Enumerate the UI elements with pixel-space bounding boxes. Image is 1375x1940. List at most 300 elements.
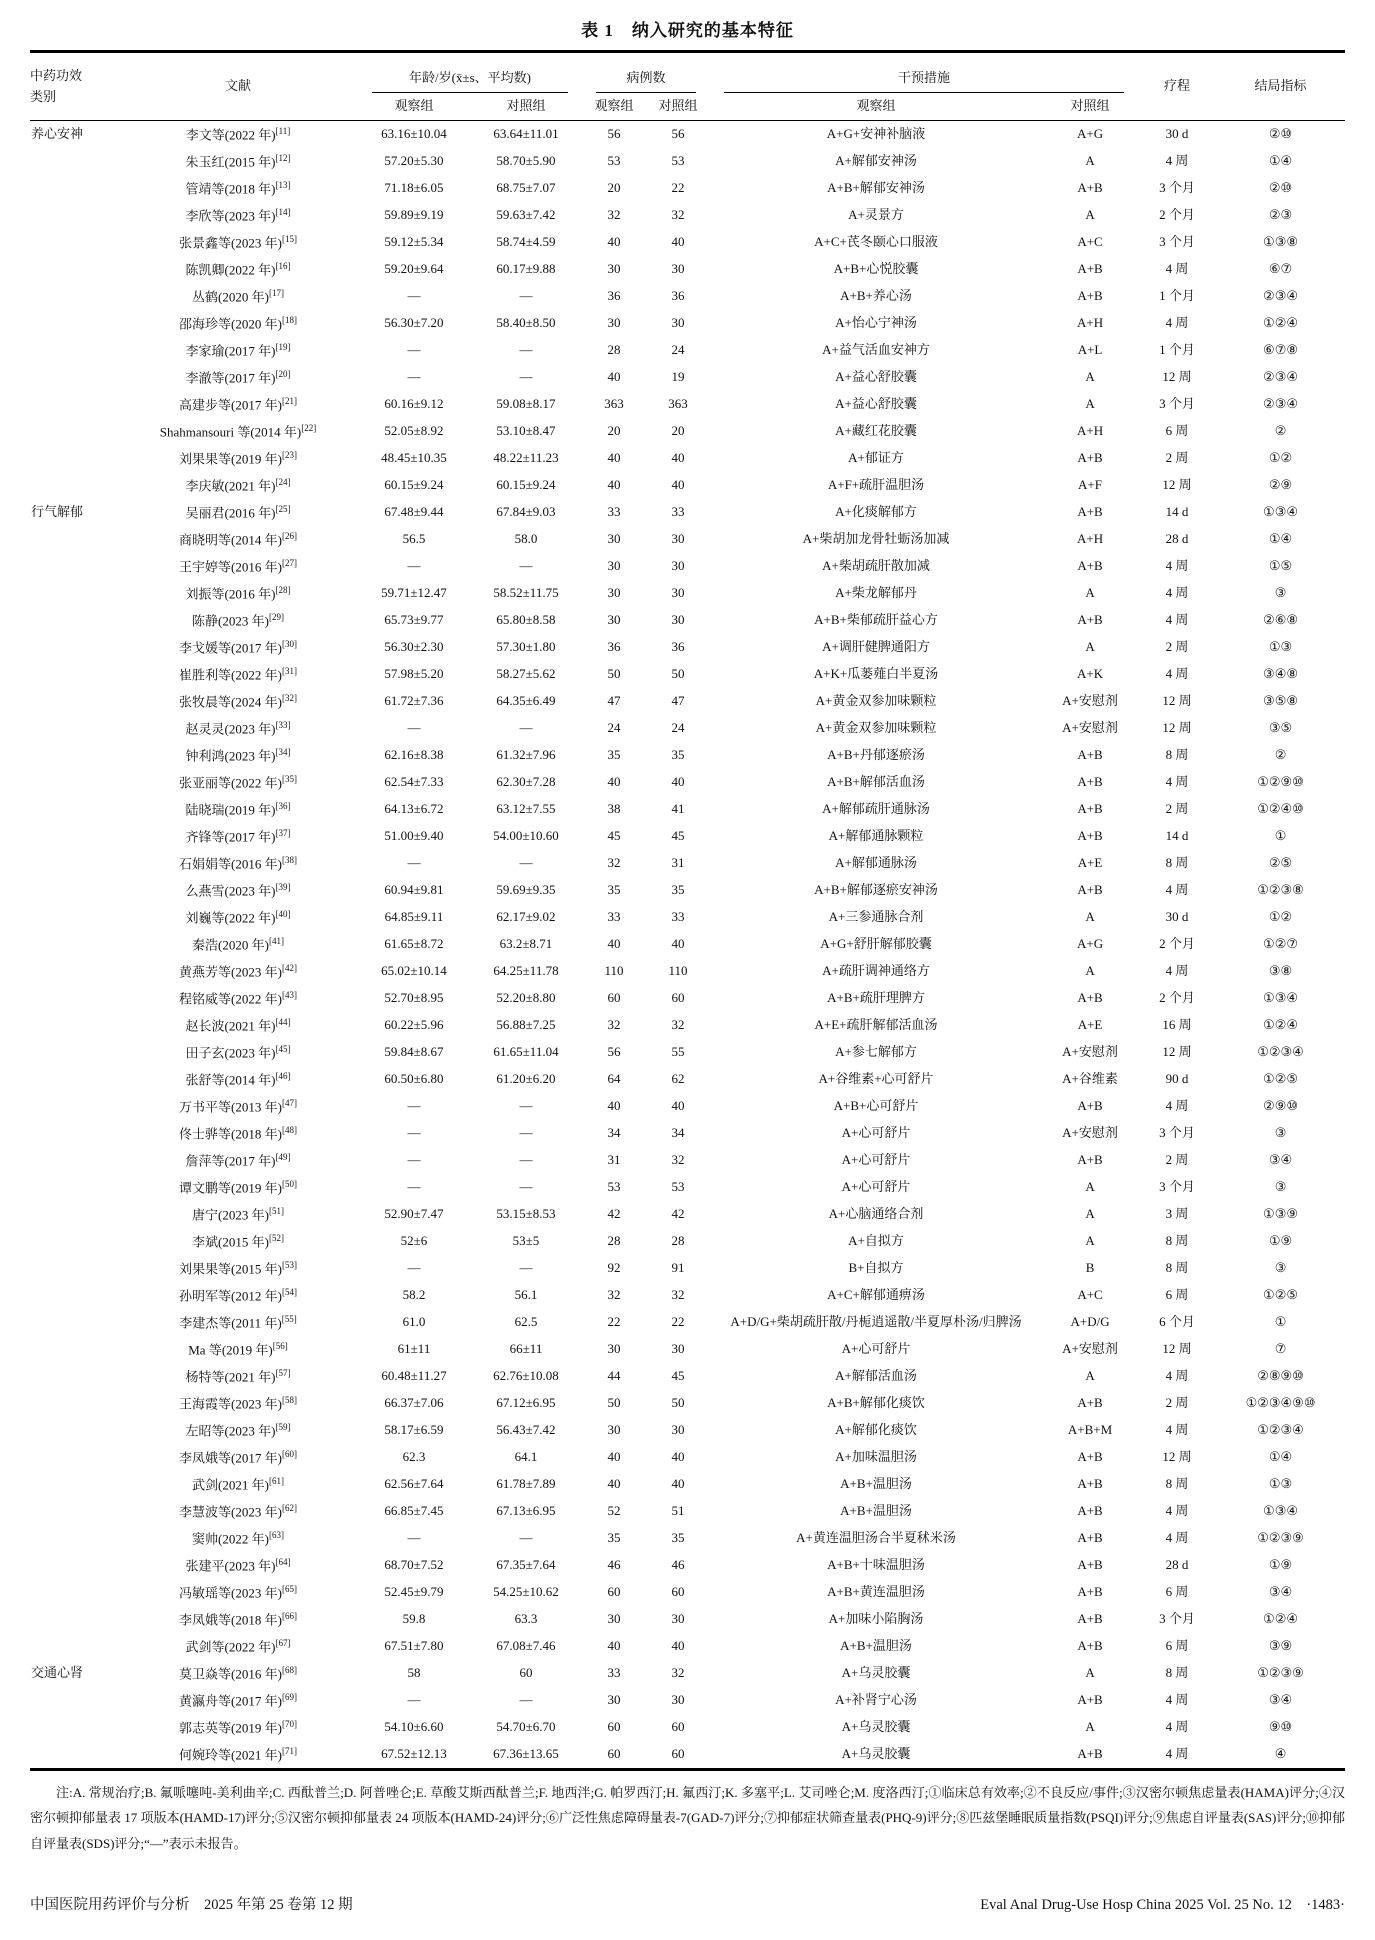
table-row <box>30 1741 1345 1770</box>
cell-course: 4 周 <box>1165 1719 1189 1735</box>
reference-superscript: [69] <box>281 1691 297 1702</box>
cell-outcome: ⑨⑩ <box>1268 1719 1293 1735</box>
cell-age-obs: 57.98±5.20 <box>384 666 444 682</box>
cell-cases-ctrl: 60 <box>671 1746 685 1762</box>
cell-intervention-obs: A+B+疏肝理脾方 <box>827 990 925 1006</box>
cell-intervention-obs: A+B+温胆汤 <box>840 1638 912 1654</box>
cell-intervention-obs: A+化痰解郁方 <box>835 504 917 520</box>
cell-cases-obs: 56 <box>607 1044 621 1060</box>
cell-course: 30 d <box>1165 909 1189 925</box>
cell-literature: 李凤娥等(2018 年)[66] <box>179 1610 297 1628</box>
cell-age-ctrl: 52.20±8.80 <box>496 990 556 1006</box>
cell-age-ctrl: 58.70±5.90 <box>496 153 556 169</box>
cell-age-obs: 54.10±6.60 <box>384 1719 444 1735</box>
cell-age-ctrl: 59.08±8.17 <box>496 396 556 412</box>
cell-literature: 高建步等(2017 年)[21] <box>179 395 297 413</box>
cell-literature: 杨特等(2021 年)[57] <box>185 1367 291 1385</box>
cell-category <box>30 1417 118 1444</box>
table-row <box>30 526 1345 553</box>
cell-age-ctrl: 58.74±4.59 <box>496 234 556 250</box>
cell-literature: 张舒等(2014 年)[46] <box>185 1070 291 1088</box>
cell-cases-ctrl: 24 <box>671 720 685 736</box>
cell-outcome: ①② <box>1268 450 1293 466</box>
cell-age-obs: 67.48±9.44 <box>384 504 444 520</box>
cell-cases-ctrl: 40 <box>671 1449 685 1465</box>
table-row <box>30 796 1345 823</box>
footer-journal-en: Eval Anal Drug-Use Hosp China 2025 Vol. 25 No. 12 ·1483· <box>980 1897 1345 1913</box>
cell-outcome: ①②⑤ <box>1263 1287 1299 1303</box>
cell-age-ctrl: — <box>519 1179 533 1195</box>
cell-cases-obs: 33 <box>607 1665 621 1681</box>
cell-intervention-obs: A+黄金双参加味颗粒 <box>815 693 937 709</box>
cell-cases-obs: 64 <box>607 1071 621 1087</box>
cell-category <box>30 1255 118 1282</box>
cell-age-ctrl: 53.15±8.53 <box>496 1206 556 1222</box>
cell-cases-obs: 52 <box>607 1503 621 1519</box>
cell-category <box>30 1390 118 1417</box>
cell-category <box>30 1498 118 1525</box>
cell-age-obs: 71.18±6.05 <box>384 180 444 196</box>
header-category-line2: 类别 <box>30 88 57 104</box>
cell-literature: 张建平(2023 年)[64] <box>185 1556 291 1574</box>
cell-outcome: ①⑨ <box>1268 1557 1293 1573</box>
cell-age-ctrl: — <box>519 558 533 574</box>
cell-age-obs: 58 <box>407 1665 421 1681</box>
header-course: 疗程 <box>1138 52 1216 121</box>
cell-category <box>30 1201 118 1228</box>
cell-intervention-obs: A+B+十味温胆汤 <box>827 1557 925 1573</box>
cell-cases-obs: 45 <box>607 828 621 844</box>
cell-cases-obs: 32 <box>607 1287 621 1303</box>
cell-course: 2 周 <box>1165 1395 1189 1411</box>
cell-age-ctrl: 48.22±11.23 <box>493 450 559 466</box>
cell-category <box>30 256 118 283</box>
cell-category <box>30 877 118 904</box>
cell-intervention-obs: A+C+芪冬颐心口服液 <box>814 234 938 250</box>
reference-superscript: [68] <box>281 1664 297 1675</box>
page-footer <box>30 1893 1345 1914</box>
cell-intervention-ctrl: A <box>1085 153 1095 169</box>
cell-cases-obs: 50 <box>607 1395 621 1411</box>
cell-category <box>30 661 118 688</box>
cell-age-obs: 67.51±7.80 <box>384 1638 444 1654</box>
cell-literature: 田子玄(2023 年)[45] <box>185 1043 291 1061</box>
cell-outcome: ② <box>1274 747 1287 763</box>
cell-category <box>30 1471 118 1498</box>
cell-cases-ctrl: 36 <box>671 288 685 304</box>
cell-intervention-obs: A+B+心可舒片 <box>833 1098 919 1114</box>
cell-category <box>30 1174 118 1201</box>
cell-cases-ctrl: 45 <box>671 828 685 844</box>
cell-intervention-ctrl: A <box>1085 963 1095 979</box>
reference-superscript: [46] <box>275 1070 291 1081</box>
cell-intervention-ctrl: A+B <box>1077 288 1103 304</box>
cell-age-ctrl: 60.17±9.88 <box>496 261 556 277</box>
cell-cases-ctrl: 22 <box>671 1314 685 1330</box>
cell-outcome: ②⑨ <box>1268 477 1293 493</box>
table-row <box>30 1066 1345 1093</box>
cell-age-ctrl: — <box>519 342 533 358</box>
cell-age-ctrl: 59.69±9.35 <box>496 882 556 898</box>
cell-age-obs: 58.2 <box>402 1287 426 1303</box>
cell-outcome: ⑦ <box>1274 1341 1287 1357</box>
reference-superscript: [38] <box>281 854 297 865</box>
cell-age-ctrl: 68.75±7.07 <box>496 180 556 196</box>
cell-outcome: ①②③⑨ <box>1257 1665 1304 1681</box>
cell-cases-obs: 32 <box>607 1017 621 1033</box>
cell-cases-obs: 36 <box>607 639 621 655</box>
cell-outcome: ③⑤ <box>1268 720 1293 736</box>
reference-superscript: [24] <box>275 476 291 487</box>
cell-intervention-obs: A+调肝健脾通阳方 <box>822 639 930 655</box>
cell-outcome: ③⑧ <box>1268 963 1293 979</box>
reference-superscript: [51] <box>268 1205 284 1216</box>
table-row <box>30 607 1345 634</box>
cell-age-ctrl: 56.1 <box>514 1287 538 1303</box>
table-header <box>30 52 1345 121</box>
header-category-line1: 中药功效 <box>30 68 83 84</box>
cell-literature: 李戈媛等(2017 年)[30] <box>179 638 297 656</box>
cell-literature: 刘果果等(2019 年)[23] <box>179 449 297 467</box>
cell-cases-ctrl: 40 <box>671 936 685 952</box>
cell-age-ctrl: 67.13±6.95 <box>496 1503 556 1519</box>
reference-superscript: [45] <box>275 1043 291 1054</box>
cell-age-ctrl: 64.1 <box>514 1449 538 1465</box>
table-row <box>30 256 1345 283</box>
cell-cases-obs: 40 <box>607 1476 621 1492</box>
table-row <box>30 1687 1345 1714</box>
cell-cases-obs: 47 <box>607 693 621 709</box>
study-characteristics-table <box>30 50 1345 1771</box>
cell-intervention-obs: A+益心舒胶囊 <box>835 369 917 385</box>
cell-literature: 邵海珍等(2020 年)[18] <box>179 314 297 332</box>
cell-cases-obs: 40 <box>607 1449 621 1465</box>
cell-outcome: ①③④ <box>1263 1503 1299 1519</box>
cell-cases-obs: 50 <box>607 666 621 682</box>
cell-intervention-obs: A+D/G+柴胡疏肝散/丹栀逍遥散/半夏厚朴汤/归脾汤 <box>730 1314 1022 1330</box>
cell-intervention-obs: A+黄连温胆汤合半夏秫米汤 <box>796 1530 956 1546</box>
cell-age-ctrl: 61.65±11.04 <box>493 1044 559 1060</box>
cell-age-obs: 52±6 <box>400 1233 428 1249</box>
table-row <box>30 1714 1345 1741</box>
cell-course: 4 周 <box>1165 585 1189 601</box>
cell-cases-obs: 30 <box>607 315 621 331</box>
reference-superscript: [54] <box>281 1286 297 1297</box>
cell-intervention-ctrl: A <box>1085 585 1095 601</box>
table-row <box>30 1228 1345 1255</box>
reference-superscript: [36] <box>275 800 291 811</box>
cell-age-obs: 62.54±7.33 <box>384 774 444 790</box>
cell-age-obs: 48.45±10.35 <box>381 450 447 466</box>
cell-intervention-obs: A+心可舒片 <box>841 1341 911 1357</box>
cell-cases-obs: 30 <box>607 612 621 628</box>
cell-outcome: ①④ <box>1268 531 1293 547</box>
cell-cases-ctrl: 30 <box>671 585 685 601</box>
cell-intervention-obs: A+解郁安神汤 <box>835 153 917 169</box>
table-body <box>30 121 1345 1770</box>
reference-superscript: [47] <box>281 1097 297 1108</box>
cell-cases-ctrl: 60 <box>671 1719 685 1735</box>
cell-cases-obs: 60 <box>607 1746 621 1762</box>
cell-age-obs: 51.00±9.40 <box>384 828 444 844</box>
cell-cases-obs: 40 <box>607 1638 621 1654</box>
cell-category <box>30 1012 118 1039</box>
cell-intervention-ctrl: A+B <box>1077 828 1103 844</box>
cell-cases-ctrl: 22 <box>671 180 685 196</box>
cell-literature: 武剑(2021 年)[61] <box>192 1475 284 1493</box>
cell-literature: 李建杰等(2011 年)[55] <box>179 1313 297 1331</box>
cell-course: 6 周 <box>1165 1584 1189 1600</box>
cell-cases-ctrl: 32 <box>671 1017 685 1033</box>
cell-age-ctrl: 66±11 <box>509 1341 543 1357</box>
cell-intervention-obs: A+参七解郁方 <box>835 1044 917 1060</box>
cell-intervention-obs: A+补肾宁心汤 <box>835 1692 917 1708</box>
cell-cases-obs: 40 <box>607 1098 621 1114</box>
cell-intervention-obs: A+黄金双参加味颗粒 <box>815 720 937 736</box>
cell-age-obs: 59.8 <box>402 1611 426 1627</box>
header-literature: 文献 <box>118 52 358 121</box>
reference-superscript: [29] <box>268 611 284 622</box>
cell-age-ctrl: — <box>519 369 533 385</box>
cell-intervention-ctrl: A+谷维素 <box>1062 1071 1118 1087</box>
cell-intervention-obs: A+柴龙解郁丹 <box>835 585 917 601</box>
cell-intervention-obs: A+谷维素+心可舒片 <box>818 1071 934 1087</box>
cell-literature: 冯敏瑶等(2023 年)[65] <box>179 1583 297 1601</box>
cell-intervention-obs: A+F+疏肝温胆汤 <box>827 477 925 493</box>
cell-intervention-ctrl: A+安慰剂 <box>1062 1044 1118 1060</box>
cell-cases-obs: 46 <box>607 1557 621 1573</box>
cell-age-obs: 61.65±8.72 <box>384 936 444 952</box>
cell-outcome: ①③⑨ <box>1263 1206 1299 1222</box>
header-cases-group: 病例数 <box>582 52 710 94</box>
cell-age-obs: 64.13±6.72 <box>384 801 444 817</box>
cell-course: 3 个月 <box>1159 1611 1195 1627</box>
cell-outcome: ①②③⑧ <box>1257 882 1304 898</box>
cell-intervention-obs: A+B+黄连温胆汤 <box>827 1584 925 1600</box>
cell-intervention-obs: A+乌灵胶囊 <box>841 1746 911 1762</box>
cell-intervention-ctrl: A+B <box>1077 1098 1103 1114</box>
header-age-ctrl: 对照组 <box>470 93 582 121</box>
cell-course: 4 周 <box>1165 1422 1189 1438</box>
cell-age-obs: — <box>407 1098 421 1114</box>
cell-category <box>30 823 118 850</box>
table-row <box>30 553 1345 580</box>
cell-cases-ctrl: 30 <box>671 612 685 628</box>
cell-literature: 管靖等(2018 年)[13] <box>185 179 291 197</box>
cell-cases-obs: 53 <box>607 1179 621 1195</box>
cell-cases-obs: 30 <box>607 585 621 601</box>
cell-cases-ctrl: 32 <box>671 207 685 223</box>
cell-outcome: ①②③④ <box>1257 1044 1304 1060</box>
cell-cases-ctrl: 47 <box>671 693 685 709</box>
cell-cases-ctrl: 28 <box>671 1233 685 1249</box>
table-row <box>30 742 1345 769</box>
table-row <box>30 229 1345 256</box>
cell-intervention-obs: A+加味小陷胸汤 <box>828 1611 924 1627</box>
cell-intervention-obs: A+解郁活血汤 <box>835 1368 917 1384</box>
header-intervention-ctrl: 对照组 <box>1042 93 1138 121</box>
cell-age-ctrl: 63.64±11.01 <box>493 126 559 142</box>
cell-cases-obs: 30 <box>607 1341 621 1357</box>
cell-age-obs: 56.30±2.30 <box>384 639 444 655</box>
cell-category <box>30 1714 118 1741</box>
cell-intervention-obs: A+B+解郁逐瘀安神汤 <box>814 882 938 898</box>
cell-category <box>30 607 118 634</box>
cell-category <box>30 1444 118 1471</box>
cell-cases-obs: 30 <box>607 1611 621 1627</box>
cell-course: 4 周 <box>1165 882 1189 898</box>
cell-cases-ctrl: 53 <box>671 1179 685 1195</box>
cell-course: 12 周 <box>1162 1341 1192 1357</box>
cell-intervention-ctrl: A+B <box>1077 1530 1103 1546</box>
reference-superscript: [65] <box>281 1583 297 1594</box>
cell-category <box>30 1120 118 1147</box>
cell-age-ctrl: 54.25±10.62 <box>493 1584 559 1600</box>
cell-intervention-ctrl: A <box>1085 909 1095 925</box>
cell-literature: 崔胜利等(2022 年)[31] <box>179 665 297 683</box>
cell-intervention-ctrl: A+B <box>1077 1449 1103 1465</box>
reference-superscript: [32] <box>281 692 297 703</box>
cell-cases-ctrl: 30 <box>671 531 685 547</box>
cell-course: 8 周 <box>1165 1665 1189 1681</box>
table-row <box>30 823 1345 850</box>
cell-age-obs: — <box>407 1152 421 1168</box>
cell-intervention-obs: A+三参通脉合剂 <box>828 909 924 925</box>
cell-intervention-ctrl: A+B <box>1077 1476 1103 1492</box>
cell-literature: 左昭等(2023 年)[59] <box>185 1421 291 1439</box>
cell-literature: 赵灵灵(2023 年)[33] <box>185 719 291 737</box>
cell-intervention-obs: B+自拟方 <box>848 1260 904 1276</box>
cell-cases-ctrl: 45 <box>671 1368 685 1384</box>
reference-superscript: [35] <box>281 773 297 784</box>
cell-intervention-obs: A+B+解郁活血汤 <box>827 774 925 790</box>
cell-outcome: ①③④ <box>1263 504 1299 520</box>
reference-superscript: [26] <box>281 530 297 541</box>
cell-age-ctrl: — <box>519 288 533 304</box>
cell-age-ctrl: 67.36±13.65 <box>493 1746 559 1762</box>
cell-cases-ctrl: 35 <box>671 882 685 898</box>
cell-intervention-obs: A+乌灵胶囊 <box>841 1719 911 1735</box>
cell-intervention-obs: A+B+养心汤 <box>840 288 912 304</box>
cell-age-obs: 58.17±6.59 <box>384 1422 444 1438</box>
reference-superscript: [58] <box>281 1394 297 1405</box>
table-row <box>30 1120 1345 1147</box>
cell-cases-obs: 28 <box>607 342 621 358</box>
cell-category <box>30 715 118 742</box>
cell-age-obs: 56.30±7.20 <box>384 315 444 331</box>
cell-cases-ctrl: 62 <box>671 1071 685 1087</box>
cell-age-ctrl: 62.5 <box>514 1314 538 1330</box>
cell-category: 行气解郁 <box>31 504 84 520</box>
cell-literature: 李凤娥等(2017 年)[60] <box>179 1448 297 1466</box>
footer-journal-cn: 中国医院用药评价与分析 2025 年第 25 卷第 12 期 <box>30 1897 353 1913</box>
reference-superscript: [16] <box>275 260 291 271</box>
cell-age-ctrl: — <box>519 1260 533 1276</box>
table-row <box>30 445 1345 472</box>
cell-outcome: ②⑩ <box>1268 126 1293 142</box>
cell-age-ctrl: 59.63±7.42 <box>496 207 556 223</box>
cell-age-obs: — <box>407 1692 421 1708</box>
cell-course: 12 周 <box>1162 1449 1192 1465</box>
cell-cases-obs: 363 <box>604 396 624 412</box>
cell-age-obs: 52.45±9.79 <box>384 1584 444 1600</box>
cell-category <box>30 850 118 877</box>
cell-intervention-obs: A+解郁通脉颗粒 <box>828 828 924 844</box>
cell-cases-ctrl: 33 <box>671 909 685 925</box>
cell-age-obs: 63.16±10.04 <box>381 126 447 142</box>
table-row <box>30 148 1345 175</box>
cell-age-obs: 59.20±9.64 <box>384 261 444 277</box>
cell-age-ctrl: 62.17±9.02 <box>496 909 556 925</box>
cell-cases-ctrl: 53 <box>671 153 685 169</box>
cell-age-obs: — <box>407 855 421 871</box>
cell-outcome: ①②⑤ <box>1263 1071 1299 1087</box>
reference-superscript: [41] <box>268 935 284 946</box>
cell-cases-obs: 24 <box>607 720 621 736</box>
cell-category <box>30 1282 118 1309</box>
header-intervention-group: 干预措施 <box>710 52 1138 94</box>
reference-superscript: [13] <box>275 179 291 190</box>
cell-age-obs: 61.72±7.36 <box>384 693 444 709</box>
cell-category <box>30 1336 118 1363</box>
cell-intervention-ctrl: A+B <box>1077 774 1103 790</box>
cell-outcome: ①②④⑩ <box>1257 801 1304 817</box>
cell-outcome: ②③④ <box>1263 369 1299 385</box>
cell-category <box>30 553 118 580</box>
cell-cases-obs: 36 <box>607 288 621 304</box>
cell-age-obs: 66.85±7.45 <box>384 1503 444 1519</box>
cell-category <box>30 202 118 229</box>
table-row <box>30 661 1345 688</box>
cell-cases-ctrl: 32 <box>671 1665 685 1681</box>
cell-cases-ctrl: 50 <box>671 1395 685 1411</box>
cell-intervention-obs: A+柴胡加龙骨牡蛎汤加减 <box>802 531 950 547</box>
cell-cases-obs: 60 <box>607 990 621 1006</box>
cell-literature: 孙明军等(2012 年)[54] <box>179 1286 297 1304</box>
cell-course: 6 个月 <box>1159 1314 1195 1330</box>
cell-literature: 李慧波等(2023 年)[62] <box>179 1502 297 1520</box>
cell-course: 3 周 <box>1165 1206 1189 1222</box>
table-row <box>30 1633 1345 1660</box>
reference-superscript: [33] <box>275 719 291 730</box>
cell-course: 90 d <box>1165 1071 1189 1087</box>
cell-course: 14 d <box>1165 828 1189 844</box>
reference-superscript: [49] <box>275 1151 291 1162</box>
cell-category <box>30 364 118 391</box>
cell-intervention-obs: A+乌灵胶囊 <box>841 1665 911 1681</box>
table-row <box>30 121 1345 149</box>
cell-intervention-ctrl: A <box>1085 369 1095 385</box>
cell-literature: 佟士骅等(2018 年)[48] <box>179 1124 297 1142</box>
cell-cases-obs: 60 <box>607 1719 621 1735</box>
table-row <box>30 688 1345 715</box>
cell-age-obs: 56.5 <box>402 531 426 547</box>
cell-age-obs: 60.48±11.27 <box>381 1368 447 1384</box>
cell-category <box>30 526 118 553</box>
table-row <box>30 1012 1345 1039</box>
cell-intervention-ctrl: A <box>1085 1719 1095 1735</box>
cell-cases-ctrl: 363 <box>668 396 688 412</box>
cell-cases-obs: 56 <box>607 126 621 142</box>
cell-cases-obs: 53 <box>607 153 621 169</box>
cell-age-ctrl: — <box>519 720 533 736</box>
cell-age-ctrl: 61.78±7.89 <box>496 1476 556 1492</box>
cell-course: 4 周 <box>1165 1098 1189 1114</box>
reference-superscript: [14] <box>275 206 291 217</box>
cell-category <box>30 445 118 472</box>
cell-intervention-ctrl: A+B <box>1077 1746 1103 1762</box>
cell-intervention-ctrl: A+B <box>1077 1152 1103 1168</box>
